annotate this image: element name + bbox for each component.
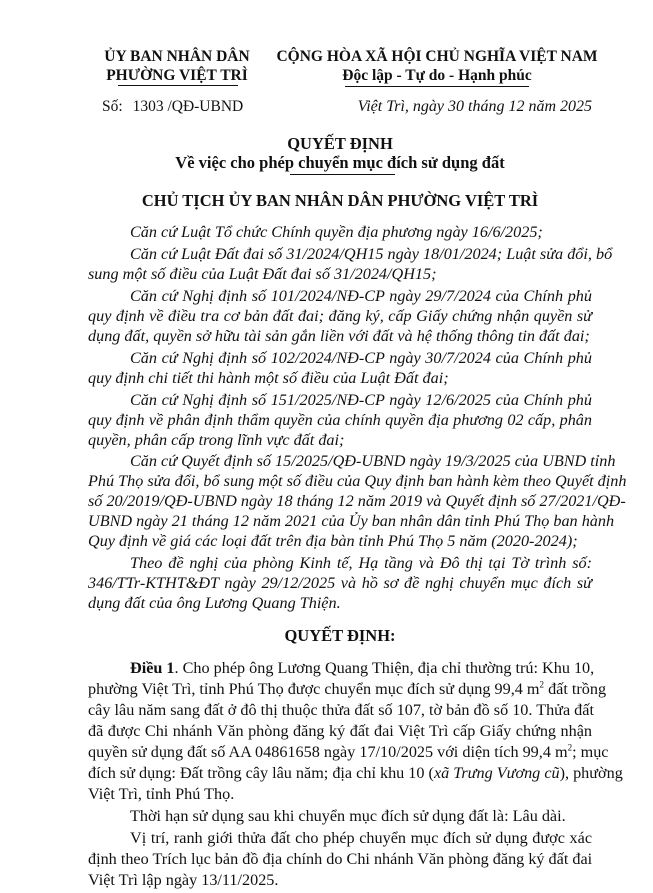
preamble-4-line-1: Căn cứ Nghị định số 102/2024/NĐ-CP ngày 30/7/2024 của Chính phủ	[130, 349, 592, 367]
article-1-line-5	[88, 742, 609, 762]
issuing-authority: CHỦ TỊCH ỦY BAN NHÂN DÂN PHƯỜNG VIỆT TRÌ	[141, 191, 539, 210]
agency-name-line1: ỦY BAN NHÂN DÂN	[104, 48, 250, 65]
article-1-line-2a: phường Việt Trì, tỉnh Phú Thọ được chuyển mục đích sử dụng 99,4 m	[88, 680, 540, 698]
subject-underline	[290, 174, 395, 175]
doc-number	[102, 98, 243, 116]
area-unit-superscript: 2	[539, 679, 545, 690]
article-1-line-2	[88, 679, 607, 699]
article-1-line-3: cây lâu năm sang đất ở đô thị thuộc thửa đất số 107, tờ bản đồ số 10. Thửa đất	[88, 701, 594, 719]
national-title: CỘNG HÒA XÃ HỘI CHỦ NGHĨA VIỆT NAM	[276, 48, 598, 65]
preamble-2-line-2: sung một số điều của Luật Đất đai số 31/2024/QH15;	[88, 265, 437, 283]
agency-name-line2: PHƯỜNG VIỆT TRÌ	[106, 67, 248, 84]
preamble-3-line-2: quy định về điều tra cơ bản đất đai; đăng ký, cấp Giấy chứng nhận quyền sử	[88, 307, 592, 325]
preamble-7-line-1: Theo đề nghị của phòng Kinh tế, Hạ tầng và Đô thị tại Tờ trình số:	[130, 554, 592, 572]
article-1-line-7: Việt Trì, tỉnh Phú Thọ.	[88, 785, 235, 803]
preamble-5-line-2: quy định về phân định thẩm quyền của chính quyền địa phương 02 cấp, phân	[88, 411, 592, 429]
doc-type-title: QUYẾT ĐỊNH	[287, 134, 393, 153]
preamble-1-line-1: Căn cứ Luật Tổ chức Chính quyền địa phương ngày 16/6/2025;	[130, 223, 543, 241]
area-unit-superscript: 2	[567, 742, 573, 753]
article-1-text: . Cho phép ông Lương Quang Thiện, địa chỉ thường trú: Khu 10,	[174, 659, 595, 677]
doc-number-label: Số:	[102, 98, 123, 115]
preamble-4-line-2: quy định chi tiết thi hành một số điều của Luật Đất đai;	[88, 369, 449, 387]
preamble-5-line-1: Căn cứ Nghị định số 151/2025/NĐ-CP ngày 12/6/2025 của Chính phủ	[130, 391, 592, 409]
preamble-7-line-2: 346/TTr-KTHT&ĐT ngày 29/12/2025 và hồ sơ đề nghị chuyển mục đích sử	[88, 574, 592, 592]
article-1-line-5b: ; mục	[572, 743, 609, 761]
agency-underline	[118, 85, 238, 86]
place-date: Việt Trì, ngày 30 tháng 12 năm 2025	[357, 98, 592, 115]
preamble-7-line-3: dụng đất của ông Lương Quang Thiện.	[88, 594, 341, 612]
article-1-line-5a: quyền sử dụng đất số AA 04861658 ngày 17/10/2025 với diện tích 99,4 m	[88, 743, 568, 761]
preamble-2-line-1: Căn cứ Luật Đất đai số 31/2024/QH15 ngày 18/01/2024; Luật sửa đổi, bổ	[130, 245, 613, 263]
doc-subject: Về việc cho phép chuyển mục đích sử dụng đất	[175, 153, 505, 172]
location-line-2: định theo Trích lục bản đồ địa chính do Chi nhánh Văn phòng đăng ký đất đai	[88, 850, 593, 868]
usage-term: Thời hạn sử dụng sau khi chuyển mục đích sử dụng đất là: Lâu dài.	[130, 807, 566, 825]
preamble-6-line-2: Phú Thọ sửa đổi, bổ sung một số điều của Quy định ban hành kèm theo Quyết định	[88, 472, 627, 490]
location-line-1: Vị trí, ranh giới thửa đất cho phép chuyển mục đích sử dụng được xác	[130, 829, 592, 847]
preamble-6-line-3: số 20/2019/QĐ-UBND ngày 18 tháng 12 năm 2019 và Quyết định số 27/2021/QĐ-	[88, 492, 626, 510]
preamble-6-line-5: Quy định về giá các loại đất trên địa bàn tỉnh Phú Thọ 5 năm (2020-2024);	[88, 532, 578, 550]
national-motto: Độc lập - Tự do - Hạnh phúc	[342, 67, 532, 84]
motto-underline	[345, 86, 529, 87]
article-1-line-6a: đích sử dụng: Đất trồng cây lâu năm; địa chỉ khu 10 (	[88, 764, 434, 782]
decision-heading: QUYẾT ĐỊNH:	[284, 626, 396, 645]
article-1-line-2b: đất trồng	[544, 680, 607, 698]
article-1-line-6b: ), phường	[559, 764, 623, 782]
article-1-line-1	[130, 658, 595, 678]
preamble-5-line-3: quyền, phân cấp trong lĩnh vực đất đai;	[88, 431, 345, 449]
former-commune-note: xã Trưng Vương cũ	[433, 764, 560, 782]
article-1-line-6	[88, 763, 623, 783]
article-1-label: Điều 1	[130, 659, 175, 677]
preamble-6-line-1: Căn cứ Quyết định số 15/2025/QĐ-UBND ngày 19/3/2025 của UBND tỉnh	[130, 452, 616, 470]
doc-number-value: 1303 /QĐ-UBND	[132, 98, 244, 115]
location-line-3: Việt Trì lập ngày 13/11/2025.	[88, 871, 279, 889]
preamble-3-line-3: dụng đất, quyền sở hữu tài sản gắn liền với đất và hệ thống thông tin đất đai;	[88, 327, 590, 345]
preamble-3-line-1: Căn cứ Nghị định số 101/2024/NĐ-CP ngày 29/7/2024 của Chính phủ	[130, 287, 592, 305]
article-1-line-4: đã được Chi nhánh Văn phòng đăng ký đất đai Việt Trì cấp Giấy chứng nhận	[88, 722, 592, 740]
preamble-6-line-4: UBND ngày 21 tháng 12 năm 2021 của Ủy ban nhân dân tỉnh Phú Thọ ban hành	[88, 512, 615, 530]
